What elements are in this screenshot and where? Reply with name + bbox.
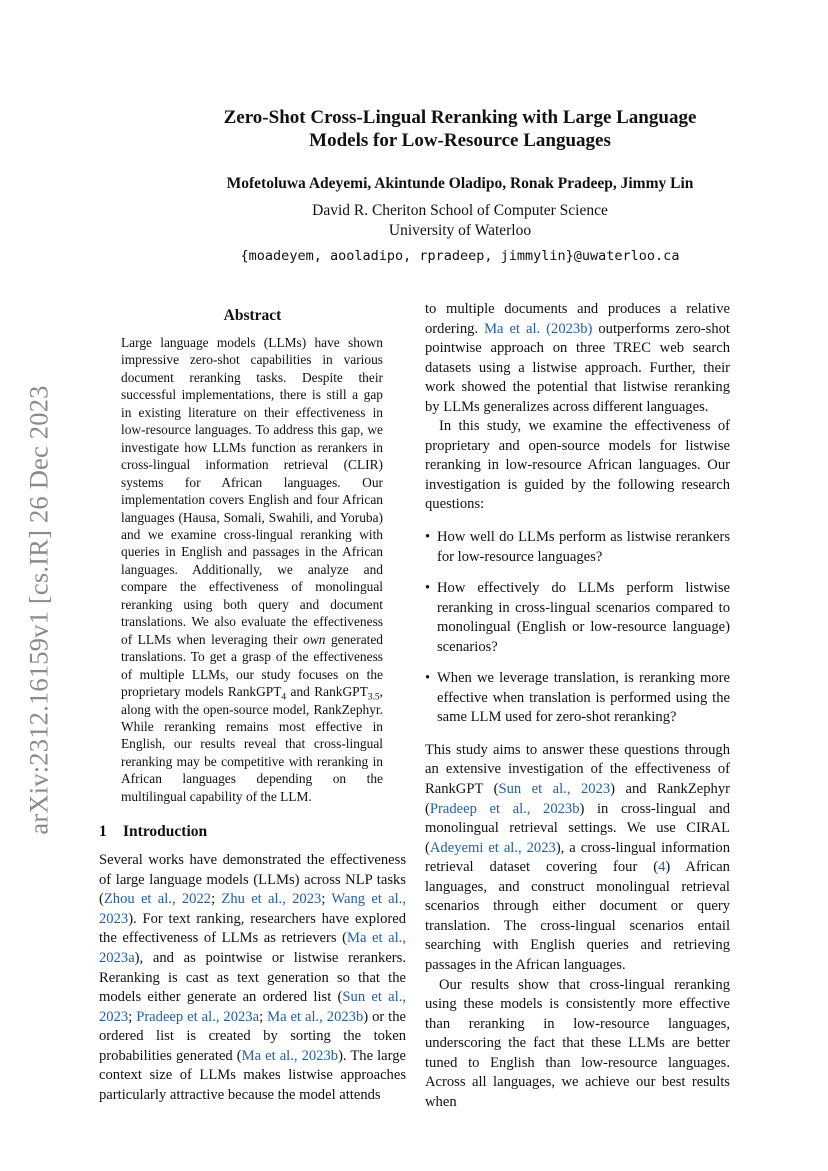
affiliation [90,201,828,241]
intro-paragraph-1: Several works have demonstrated the effectiveness of large language models (LLMs) across NLP tasks (Zhou et al., 2022; Zhu et al., 2023; Wang et al., 2023). For text ranking, researchers have explored the effectiveness of LLMs as retrievers (Ma et al., 2023a), and as pointwise or listwise rerankers. Reranking is cast as text generation so that the models either generate an ordered list (Sun et al., 2023; Pradeep et al., 2023a; Ma et al., 2023b) or the ordered list is created by sorting the token probabilities generated (Ma et al., 2023b). The large context size of LLMs makes listwise approaches particularly attractive because the model attends [99,852,407,1103]
paper-title [90,106,828,152]
intro-paragraph-2: In this study, we examine the effectiveness of proprietary and open-source models for listwise reranking in low-resource African languages. Our investigation is guided by the following research questions: [425,418,730,513]
section-number: 1 [99,823,107,841]
citation-link[interactable]: Pradeep et al., 2023a [136,1008,260,1025]
section-title: Introduction [123,823,208,841]
citation-link[interactable]: Sun et al., 2023 [498,781,611,798]
intro-paragraph-1-continued: to multiple documents and produces a relative ordering. Ma et al. (2023b) outperforms zero-shot pointwise approach on three TREC web search datasets using a listwise approach. Further, their work showed the potential that listwise reranking by LLMs generalizes across different languages. [425,301,730,415]
citation-link[interactable]: Ma et al. (2023b) [484,320,593,337]
citation-link[interactable]: Zhou et al., 2022 [103,891,212,908]
citation-link[interactable]: Ma et al., 2023b [267,1008,364,1025]
citation-link[interactable]: Pradeep et al., 2023b [429,800,580,817]
citation-link[interactable]: Adeyemi et al., 2023 [429,839,556,856]
citation-link[interactable]: Ma et al., 2023a [99,930,406,966]
author-emails: {moadeyem, aooladipo, rpradeep, jimmylin}@uwaterloo.ca [240,248,680,264]
list-item: • When we leverage translation, is reranking more effective when translation is performed using the same LLM used for zero-shot reranking? [425,669,730,728]
research-questions-list [425,528,730,728]
affiliation-line-2: University of Waterloo [388,222,532,239]
title-line-2: Models for Low-Resource Languages [309,130,611,151]
citation-link[interactable]: Ma et al., 2023b [241,1047,339,1064]
citation-link[interactable]: Sun et al., 2023 [99,989,406,1025]
right-column [425,300,730,1112]
abstract-text: Large language models (LLMs) have shown impressive zero-shot capabilities in various document reranking tasks. Despite their successful implementations, there is still a gap in existing literature on their effectiveness in low-resource languages. To address this gap, we investigate how LLMs function as rerankers in cross-lingual information retrieval (CLIR) systems for African languages. Our implementation covers English and four African languages (Hausa, Somali, Swahili, and Yoruba) and we examine cross-lingual reranking with queries in English and passages in the African languages. Additionally, we analyze and compare the effectiveness of monolingual reranking using both query and document translations. We also evaluate the effectiveness of LLMs when leveraging their own generated translations. To get a grasp of the effectiveness of multiple LLMs, our study focuses on the proprietary models RankGPT$_4$ and RankGPT$_{3.5}$, along with the open-source model, RankZephyr. While reranking remains most effective in English, our results reveal that cross-lingual reranking may be competitive with reranking in African languages depending on the multilingual capability of the LLM. [121,335,383,804]
footnote-link[interactable]: 4 [658,859,666,876]
arxiv-identifier-text: arXiv:2312.16159v1 [cs.IR] 26 Dec 2023 [23,385,54,835]
author-list: Mofetoluwa Adeyemi, Akintunde Oladipo, Ronak Pradeep, Jimmy Lin [226,175,694,192]
intro-paragraph-3: This study aims to answer these questions through an extensive investigation of the effectiveness of RankGPT (Sun et al., 2023) and RankZephyr (Pradeep et al., 2023b) in cross-lingual and monolingual retrieval settings. We use CIRAL (Adeyemi et al., 2023), a cross-lingual information retrieval dataset covering four (4) African languages, and construct monolingual retrieval scenarios through either document or query translation. The cross-lingual scenarios entail searching with English queries and retrieving passages in the African languages. [425,741,730,973]
intro-paragraph-4: Our results show that cross-lingual reranking using these models is consistently more effective than reranking in low-resource languages, underscoring the fact that these LLMs are better tuned to English than low-resource languages. Across all languages, we achieve our best results when [425,976,730,1110]
arxiv-identifier [18,370,60,850]
title-line-1: Zero-Shot Cross-Lingual Reranking with Large Language [223,107,697,128]
list-item: • How well do LLMs perform as listwise rerankers for low-resource languages? [425,528,730,567]
left-column [99,306,406,1105]
abstract-heading: Abstract [223,307,282,324]
citation-link[interactable]: Wang et al., 2023 [99,891,406,927]
list-item: • How effectively do LLMs perform listwise reranking in cross-lingual scenarios compared to monolingual (English or low-resource language) scenarios? [425,579,730,657]
affiliation-line-1: David R. Cheriton School of Computer Science [312,202,608,219]
citation-link[interactable]: Zhu et al., 2023 [221,891,322,908]
introduction-heading [99,822,406,842]
